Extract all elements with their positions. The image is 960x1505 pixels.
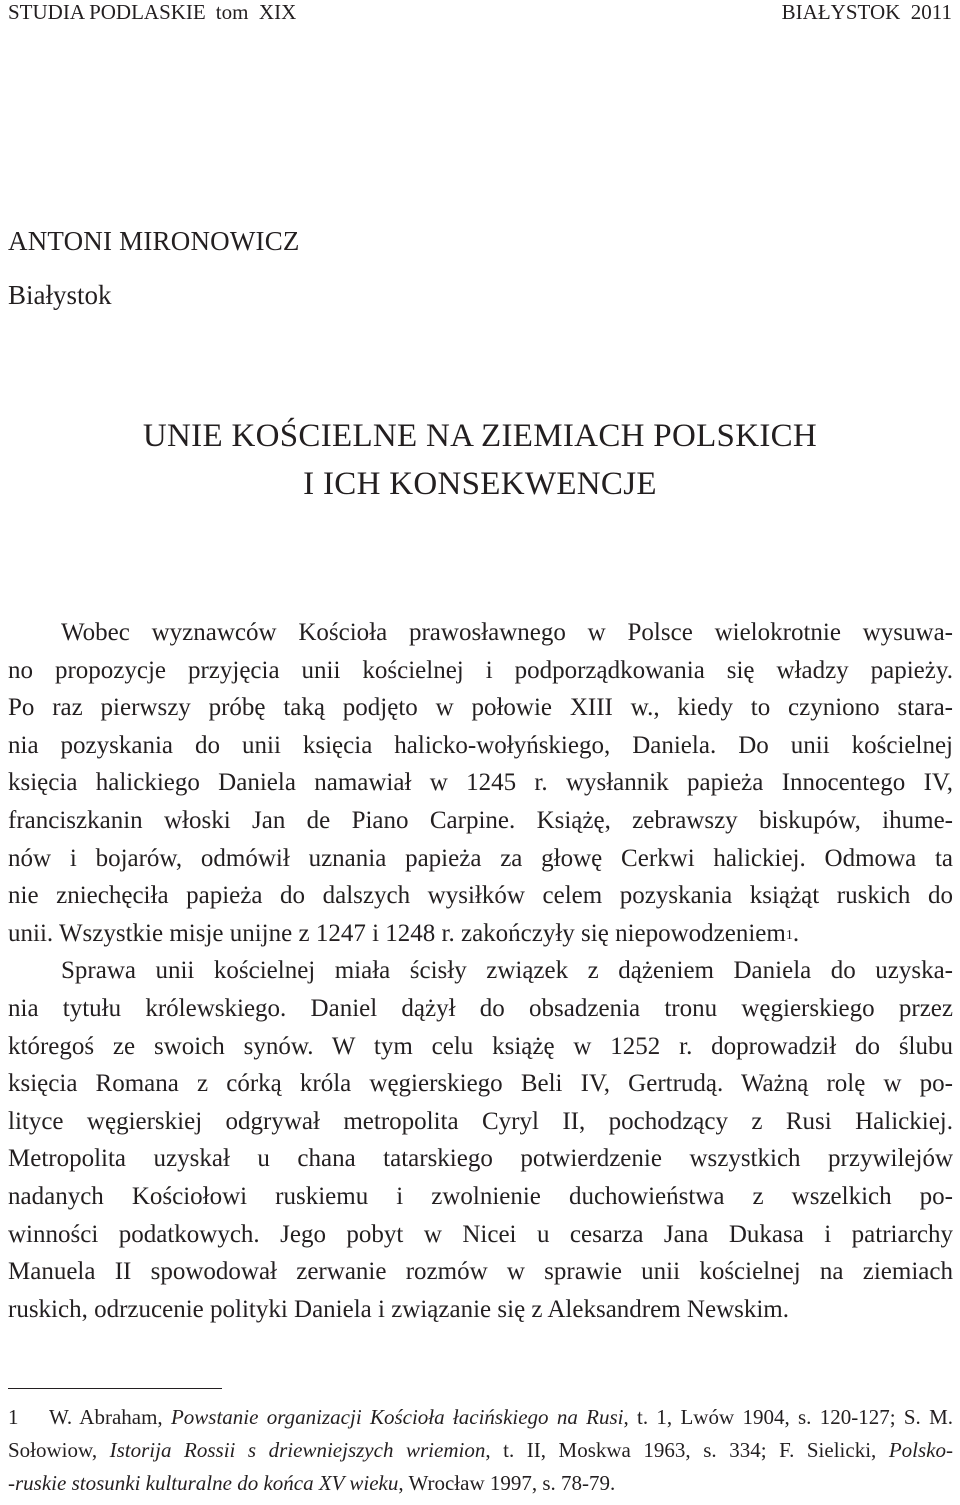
running-head xyxy=(8,0,952,24)
body-line: księcia Romana z córką króla węgierskiego Beli IV, Gertrudą. Ważną rolę w po- xyxy=(8,1070,953,1098)
footnote-line xyxy=(47,1401,953,1434)
body-line: franciszkanin włoski Jan de Piano Carpine. Książę, zebrawszy biskupów, ihume- xyxy=(8,806,953,834)
title-line-1: UNIE KOŚCIELNE NA ZIEMIACH POLSKICH xyxy=(142,418,818,454)
body-line-with-footnote xyxy=(8,915,953,953)
body-line: nia tytułu królewskiego. Daniel dążył do obsadzenia tronu węgierskiego przez xyxy=(8,994,953,1022)
body-line: no propozycje przyjęcia unii kościelnej i podporządkowania się władzy papieży. xyxy=(8,656,953,684)
footnote-text: , t. 1, Lwów 1904, s. 120-127; S. M. xyxy=(623,1405,953,1429)
footnote-line xyxy=(8,1434,953,1467)
footnote-text: , t. II, Moskwa 1963, s. 334; F. Sielicki, xyxy=(485,1438,889,1462)
sentence-period: . xyxy=(792,919,800,947)
body-line: nów i bojarów, odmówił uznania papieża za głowę Cerkwi halickiej. Odmowa ta xyxy=(8,844,953,872)
footnote-text: W. Abraham, xyxy=(49,1405,171,1429)
place-year: BIAŁYSTOK 2011 xyxy=(781,0,952,24)
footnote-text: , Wrocław 1997, s. 78-79. xyxy=(398,1471,616,1495)
journal-name: STUDIA PODLASKIE xyxy=(8,0,206,24)
body-line: nia pozyskania do unii księcia halicko-wołyńskiego, Daniela. Do unii kościelnej xyxy=(8,731,953,759)
footnote-text: Sołowiow, xyxy=(8,1438,110,1462)
footnote-citation-title: -ruskie stosunki kulturalne do końca XV wieku xyxy=(8,1471,399,1495)
body-line: lityce węgierskiej odgrywał metropolita Cyryl II, pochodzący z Rusi Halickiej. xyxy=(8,1107,953,1135)
footnote-citation-title: Istorija Rossii s driewniejszych wriemion xyxy=(109,1438,486,1462)
footnote-1 xyxy=(8,1401,953,1500)
body-line: nie zniechęciła papieża do dalszych wysiłków celem pozyskania książąt ruskich do xyxy=(8,882,953,910)
body-text xyxy=(8,614,953,1328)
body-line: któregoś ze swoich synów. W tym celu książę w 1252 r. doprowadził do ślubu xyxy=(8,1032,953,1060)
body-line: winności podatkowych. Jego pobyt w Nicei u cesarza Jana Dukasa i patriarchy xyxy=(8,1220,953,1248)
title-line-2: I ICH KONSEKWENCJE xyxy=(303,466,657,502)
article-title xyxy=(0,412,960,508)
footnote-citation-title: Powstanie organizacji Kościoła łacińskiego na Rusi xyxy=(170,1405,624,1429)
footnote-citation-title: Polsko- xyxy=(888,1438,953,1462)
running-head-left xyxy=(8,0,296,24)
body-line: księcia halickiego Daniela namawiał w 1245 r. wysłannik papieża Innocentego IV, xyxy=(8,769,953,797)
body-line: nadanych Kościołowi ruskiemu i zwolnienie duchowieństwa z wszelkich po- xyxy=(8,1182,953,1210)
body-line: ruskich, odrzucenie polityki Daniela i związanie się z Aleksandrem Newskim. xyxy=(8,1295,789,1323)
author-name: ANTONI MIRONOWICZ xyxy=(8,226,300,256)
author-block xyxy=(8,226,300,310)
footnote-line xyxy=(8,1467,953,1500)
volume-number: tom XIX xyxy=(215,0,297,24)
body-line: Wobec wyznawców Kościoła prawosławnego w Polsce wielokrotnie wysuwa- xyxy=(61,619,953,646)
footnote-number: 1 xyxy=(8,1405,19,1429)
body-line: Manuela II spowodował zerwanie rozmów w sprawie unii kościelnej na ziemiach xyxy=(8,1258,953,1286)
footnote-reference[interactable]: 1 xyxy=(785,927,793,943)
footnote-separator xyxy=(8,1388,222,1389)
footnote-body xyxy=(8,1401,953,1500)
body-line: Po raz pierwszy próbę taką podjęto w połowie XIII w., kiedy to czyniono stara- xyxy=(8,694,953,722)
body-line-text: unii. Wszystkie misje unijne z 1247 i 1248 r. zakończyły się niepowodzeniem xyxy=(8,919,786,947)
body-line: Sprawa unii kościelnej miała ścisły związek z dążeniem Daniela do uzyska- xyxy=(61,957,953,985)
body-line: Metropolita uzyskał u chana tatarskiego potwierdzenie wszystkich przywilejów xyxy=(8,1145,953,1173)
author-affiliation: Białystok xyxy=(8,280,112,310)
